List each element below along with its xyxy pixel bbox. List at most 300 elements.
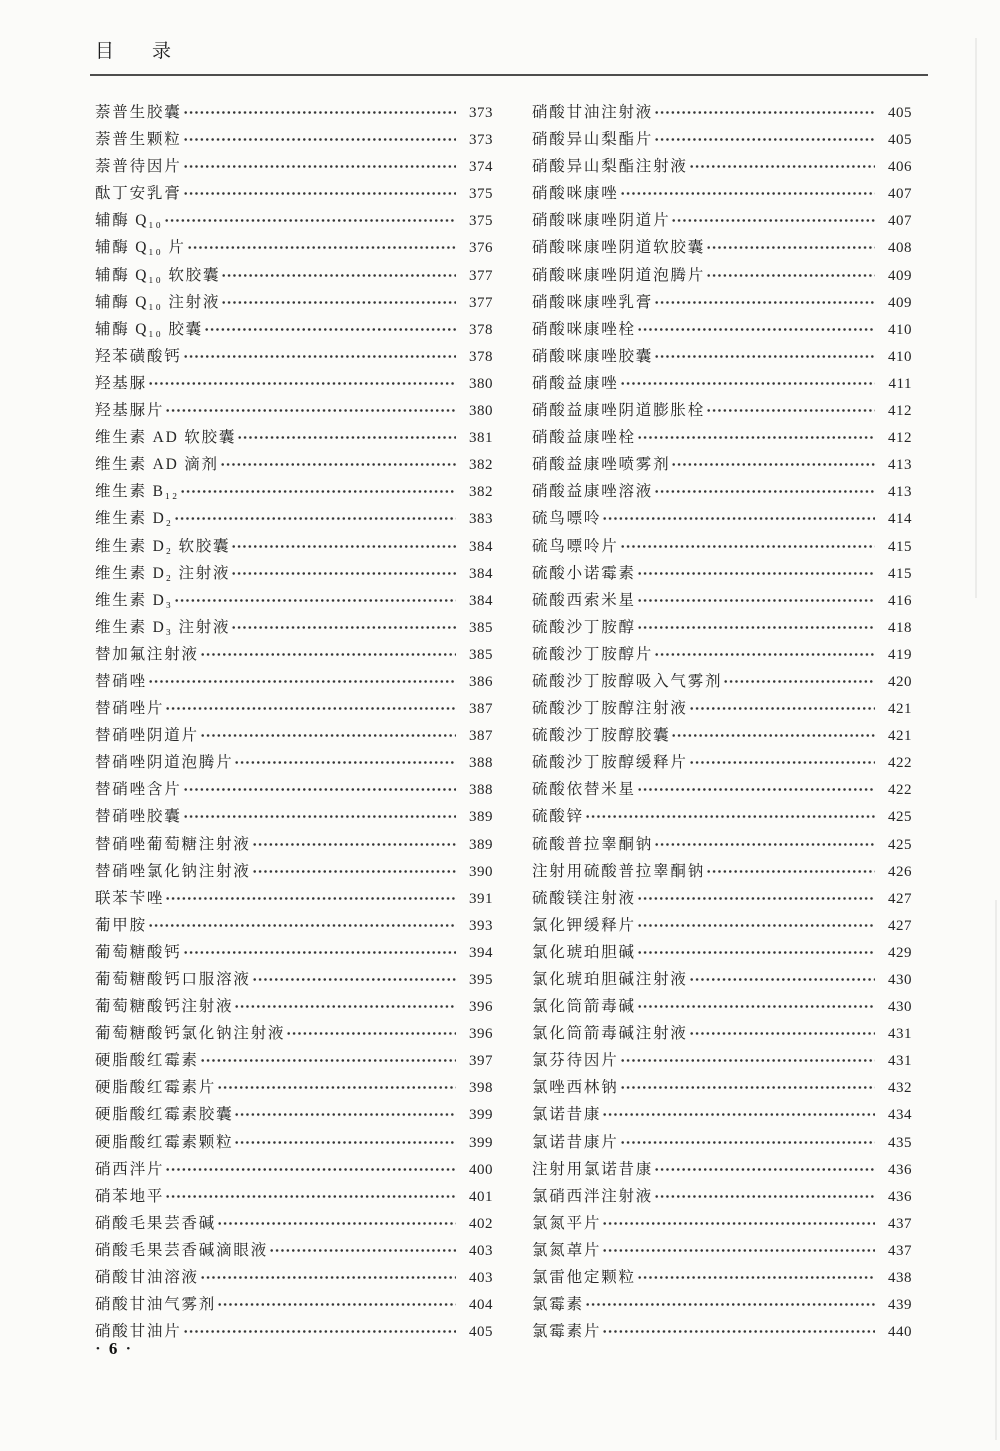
entry-title: 维生素 D₃ 注射液: [95, 618, 231, 636]
entry-page-number: 405: [469, 1324, 493, 1341]
dot-leader: [269, 1237, 456, 1264]
entry-page-number: 373: [469, 132, 493, 149]
entry-page-number: 439: [888, 1297, 912, 1314]
entry-title: 硝酸咪康唑栓: [532, 320, 636, 338]
dot-leader: [637, 939, 875, 966]
dot-leader: [183, 153, 456, 180]
dot-leader: [148, 912, 456, 939]
entry-title: 氯化琥珀胆碱: [532, 943, 636, 961]
dot-leader: [180, 478, 456, 505]
entry-title: 替硝唑含片: [95, 781, 182, 799]
toc-entry: [532, 1156, 912, 1183]
dot-leader: [637, 614, 875, 641]
dot-leader: [706, 262, 875, 289]
entry-page-number: 408: [888, 240, 912, 257]
entry-title: 硝酸咪康唑乳膏: [532, 293, 654, 311]
entry-title: 葡萄糖酸钙氯化钠注射液: [95, 1025, 286, 1043]
entry-page-number: 414: [888, 511, 912, 528]
dot-leader: [174, 587, 456, 614]
scan-edge-line: [995, 900, 997, 1440]
entry-page-number: 432: [888, 1080, 912, 1097]
dot-leader: [234, 993, 456, 1020]
entry-page-number: 431: [888, 1026, 912, 1043]
dot-leader: [165, 1156, 456, 1183]
dot-leader: [183, 939, 456, 966]
dot-leader: [252, 831, 456, 858]
toc-entry: [95, 1101, 493, 1128]
entry-page-number: 409: [888, 294, 912, 311]
toc-entry: [532, 695, 912, 722]
dot-leader: [183, 803, 456, 830]
entry-page-number: 389: [469, 836, 493, 853]
dot-leader: [183, 776, 456, 803]
toc-entry: [532, 803, 912, 830]
toc-entry: [532, 1291, 912, 1318]
toc-entry: [532, 370, 912, 397]
entry-page-number: 406: [888, 159, 912, 176]
entry-page-number: 383: [469, 511, 493, 528]
entry-page-number: 390: [469, 863, 493, 880]
entry-title: 硝酸益康唑喷雾剂: [532, 456, 671, 474]
entry-page-number: 380: [469, 375, 493, 392]
entry-page-number: 374: [469, 159, 493, 176]
dot-leader: [654, 99, 875, 126]
toc-entry: [95, 560, 493, 587]
toc-entry: [95, 316, 493, 343]
entry-title: 硝苯地平: [95, 1187, 165, 1205]
entry-page-number: 394: [469, 944, 493, 961]
entry-page-number: 436: [888, 1161, 912, 1178]
entry-page-number: 413: [888, 484, 912, 501]
entry-page-number: 398: [469, 1080, 493, 1097]
entry-page-number: 426: [888, 863, 912, 880]
dot-leader: [204, 316, 456, 343]
toc-entry: [95, 939, 493, 966]
toc-entry: [95, 1074, 493, 1101]
dot-leader: [183, 99, 456, 126]
entry-page-number: 410: [888, 348, 912, 365]
entry-title: 硝酸益康唑阴道膨胀栓: [532, 402, 706, 420]
toc-entry: [95, 1291, 493, 1318]
entry-title: 葡萄糖酸钙注射液: [95, 998, 234, 1016]
entry-title: 辅酶 Q₁₀ 胶囊: [95, 320, 203, 338]
entry-page-number: 381: [469, 430, 493, 447]
entry-title: 维生素 B₁₂: [95, 483, 180, 501]
entry-title: 替硝唑葡萄糖注射液: [95, 835, 251, 853]
entry-title: 硫酸镁注射液: [532, 889, 636, 907]
entry-page-number: 377: [469, 294, 493, 311]
entry-page-number: 385: [469, 646, 493, 663]
entry-title: 硫酸沙丁胺醇缓释片: [532, 754, 688, 772]
footer-right-dot: •: [126, 1343, 131, 1355]
dot-leader: [602, 1210, 875, 1237]
entry-title: 氯硝西泮注射液: [532, 1187, 654, 1205]
entry-page-number: 399: [469, 1107, 493, 1124]
entry-title: 硝酸益康唑溶液: [532, 483, 654, 501]
toc-column-left: [95, 99, 493, 1345]
entry-title: 硬脂酸红霉素: [95, 1052, 199, 1070]
entry-page-number: 427: [888, 890, 912, 907]
toc-entry: [532, 831, 912, 858]
toc-entry: [95, 1156, 493, 1183]
entry-title: 硝酸异山梨酯片: [532, 131, 654, 149]
toc-entry: [532, 262, 912, 289]
entry-page-number: 402: [469, 1215, 493, 1232]
entry-page-number: 403: [469, 1270, 493, 1287]
dot-leader: [183, 180, 456, 207]
entry-page-number: 419: [888, 646, 912, 663]
toc-entry: [532, 1020, 912, 1047]
entry-page-number: 430: [888, 999, 912, 1016]
entry-page-number: 420: [888, 673, 912, 690]
entry-page-number: 411: [888, 375, 912, 392]
toc-entry: [532, 424, 912, 451]
entry-page-number: 405: [888, 132, 912, 149]
entry-page-number: 375: [469, 213, 493, 230]
entry-title: 硝酸毛果芸香碱滴眼液: [95, 1241, 269, 1259]
entry-page-number: 404: [469, 1297, 493, 1314]
toc-entry: [95, 776, 493, 803]
entry-title: 辅酶 Q₁₀ 注射液: [95, 293, 221, 311]
entry-page-number: 412: [888, 403, 912, 420]
dot-leader: [654, 641, 875, 668]
entry-page-number: 377: [469, 267, 493, 284]
toc-entry: [95, 695, 493, 722]
dot-leader: [637, 993, 875, 1020]
entry-page-number: 378: [469, 321, 493, 338]
entry-page-number: 384: [469, 592, 493, 609]
toc-entry: [95, 587, 493, 614]
entry-title: 辅酶 Q₁₀ 片: [95, 239, 186, 257]
toc-entry: [532, 1129, 912, 1156]
toc-entry: [532, 912, 912, 939]
entry-page-number: 396: [469, 999, 493, 1016]
entry-title: 维生素 D₂: [95, 510, 173, 528]
toc-entry: [95, 1047, 493, 1074]
toc-entry: [95, 614, 493, 641]
entry-title: 维生素 AD 滴剂: [95, 456, 219, 474]
dot-leader: [165, 397, 456, 424]
entry-title: 硝酸甘油片: [95, 1323, 182, 1341]
toc-entry: [95, 993, 493, 1020]
entry-title: 氯化筒箭毒碱: [532, 998, 636, 1016]
dot-leader: [620, 1129, 875, 1156]
toc-entry: [95, 912, 493, 939]
entry-title: 硫鸟嘌呤: [532, 510, 602, 528]
entry-page-number: 418: [888, 619, 912, 636]
toc-entry: [532, 668, 912, 695]
entry-title: 硫酸西索米星: [532, 591, 636, 609]
dot-leader: [217, 1210, 456, 1237]
entry-title: 硝酸咪康唑阴道片: [532, 212, 671, 230]
toc-entry: [95, 397, 493, 424]
entry-page-number: 434: [888, 1107, 912, 1124]
toc-entry: [532, 939, 912, 966]
entry-page-number: 437: [888, 1215, 912, 1232]
entry-title: 氯唑西林钠: [532, 1079, 619, 1097]
dot-leader: [654, 478, 875, 505]
entry-title: 硝西泮片: [95, 1160, 165, 1178]
entry-title: 维生素 D₃: [95, 591, 173, 609]
entry-title: 葡萄糖酸钙口服溶液: [95, 971, 251, 988]
entry-title: 葡甲胺: [95, 916, 147, 934]
dot-leader: [706, 234, 875, 261]
dot-leader: [689, 695, 875, 722]
entry-title: 硫酸沙丁胺醇: [532, 618, 636, 636]
dot-leader: [689, 749, 875, 776]
entry-page-number: 438: [888, 1270, 912, 1287]
entry-title: 氯化筒箭毒碱注射液: [532, 1025, 688, 1043]
dot-leader: [637, 912, 875, 939]
toc-entry: [95, 885, 493, 912]
entry-page-number: 416: [888, 592, 912, 609]
dot-leader: [221, 289, 456, 316]
entry-page-number: 385: [469, 619, 493, 636]
dot-leader: [689, 153, 875, 180]
toc-entry: [532, 1237, 912, 1264]
entry-page-number: 386: [469, 673, 493, 690]
entry-page-number: 427: [888, 917, 912, 934]
entry-title: 萘普生颗粒: [95, 131, 182, 149]
entry-page-number: 384: [469, 565, 493, 582]
entry-title: 硝酸咪康唑阴道软胶囊: [532, 239, 706, 257]
entry-title: 羟基脲: [95, 374, 147, 392]
dot-leader: [217, 1291, 456, 1318]
toc-entry: [532, 126, 912, 153]
entry-page-number: 437: [888, 1242, 912, 1259]
toc-entry: [95, 1129, 493, 1156]
entry-title: 注射用硫酸普拉睾酮钠: [532, 862, 706, 880]
toc-entry: [95, 1183, 493, 1210]
entry-title: 联苯苄唑: [95, 889, 165, 907]
dot-leader: [637, 316, 875, 343]
toc-entry: [532, 153, 912, 180]
dot-leader: [234, 749, 456, 776]
entry-title: 替硝唑阴道泡腾片: [95, 754, 234, 772]
toc-entry: [95, 180, 493, 207]
entry-page-number: 410: [888, 321, 912, 338]
dot-leader: [183, 1318, 456, 1345]
toc-entry: [532, 1318, 912, 1345]
toc-entry: [95, 343, 493, 370]
entry-title: 羟基脲片: [95, 402, 165, 420]
entry-title: 氯霉素片: [532, 1323, 602, 1341]
dot-leader: [183, 126, 456, 153]
dot-leader: [234, 1101, 456, 1128]
dot-leader: [252, 966, 456, 993]
entry-page-number: 429: [888, 944, 912, 961]
entry-title: 萘普待因片: [95, 158, 182, 176]
entry-title: 硝酸甘油气雾剂: [95, 1296, 217, 1314]
toc-entry: [532, 885, 912, 912]
dot-leader: [164, 207, 456, 234]
dot-leader: [654, 343, 875, 370]
entry-page-number: 375: [469, 186, 493, 203]
entry-title: 硬脂酸红霉素颗粒: [95, 1133, 234, 1151]
toc-entry: [532, 99, 912, 126]
entry-page-number: 430: [888, 972, 912, 988]
entry-page-number: 384: [469, 538, 493, 555]
toc-entry: [532, 533, 912, 560]
entry-title: 萘普生胶囊: [95, 104, 182, 121]
toc-entry: [532, 343, 912, 370]
toc-entry: [532, 614, 912, 641]
toc-entry: [95, 505, 493, 532]
entry-title: 硫酸沙丁胺醇胶囊: [532, 727, 671, 745]
toc-entry: [532, 1101, 912, 1128]
toc-body: [95, 99, 912, 1345]
entry-page-number: 415: [888, 538, 912, 555]
entry-title: 氯雷他定颗粒: [532, 1269, 636, 1287]
toc-entry: [532, 207, 912, 234]
dot-leader: [221, 262, 456, 289]
entry-page-number: 387: [469, 701, 493, 718]
entry-page-number: 382: [469, 484, 493, 501]
toc-entry: [95, 533, 493, 560]
entry-title: 辅酶 Q₁₀: [95, 212, 163, 230]
toc-entry: [532, 478, 912, 505]
dot-leader: [237, 424, 456, 451]
entry-page-number: 409: [888, 267, 912, 284]
entry-title: 注射用氯诺昔康: [532, 1160, 654, 1178]
page-title: 目 录: [95, 41, 172, 62]
dot-leader: [620, 370, 875, 397]
dot-leader: [637, 885, 875, 912]
toc-entry: [95, 1264, 493, 1291]
toc-entry: [95, 1020, 493, 1047]
entry-page-number: 425: [888, 836, 912, 853]
entry-title: 维生素 D₂ 软胶囊: [95, 537, 231, 555]
entry-page-number: 387: [469, 728, 493, 745]
dot-leader: [723, 668, 875, 695]
toc-entry: [532, 289, 912, 316]
dot-leader: [689, 966, 875, 993]
entry-page-number: 407: [888, 213, 912, 230]
entry-title: 硫酸沙丁胺醇吸入气雾剂: [532, 672, 723, 690]
dot-leader: [217, 1074, 456, 1101]
page-footer: [96, 1338, 130, 1360]
entry-title: 硝酸益康唑: [532, 374, 619, 392]
entry-page-number: 397: [469, 1053, 493, 1070]
toc-entry: [95, 803, 493, 830]
entry-title: 硝酸益康唑栓: [532, 429, 636, 447]
footer-left-dot: •: [96, 1343, 100, 1355]
toc-entry: [532, 1183, 912, 1210]
entry-title: 酞丁安乳膏: [95, 185, 182, 203]
toc-entry: [95, 153, 493, 180]
entry-page-number: 422: [888, 755, 912, 772]
dot-leader: [183, 343, 456, 370]
dot-leader: [585, 803, 875, 830]
toc-entry: [532, 1264, 912, 1291]
dot-leader: [602, 1101, 875, 1128]
entry-page-number: 401: [469, 1188, 493, 1205]
dot-leader: [602, 505, 875, 532]
dot-leader: [654, 1183, 875, 1210]
toc-entry: [532, 1074, 912, 1101]
entry-title: 硝酸甘油溶液: [95, 1269, 199, 1287]
toc-entry: [532, 560, 912, 587]
toc-entry: [95, 1237, 493, 1264]
toc-entry: [95, 831, 493, 858]
entry-title: 替硝唑氯化钠注射液: [95, 862, 251, 880]
toc-entry: [532, 749, 912, 776]
toc-entry: [95, 126, 493, 153]
entry-page-number: 399: [469, 1134, 493, 1151]
entry-page-number: 380: [469, 403, 493, 420]
toc-entry: [95, 668, 493, 695]
dot-leader: [148, 668, 456, 695]
dot-leader: [231, 560, 456, 587]
entry-page-number: 382: [469, 457, 493, 474]
entry-title: 硝酸咪康唑: [532, 185, 619, 203]
entry-title: 维生素 AD 软胶囊: [95, 429, 237, 447]
entry-page-number: 388: [469, 782, 493, 799]
toc-entry: [532, 993, 912, 1020]
entry-page-number: 388: [469, 755, 493, 772]
entry-title: 氯诺昔康: [532, 1106, 602, 1124]
dot-leader: [671, 722, 875, 749]
entry-page-number: 405: [888, 105, 912, 121]
toc-entry: [532, 316, 912, 343]
entry-title: 辅酶 Q₁₀ 软胶囊: [95, 266, 221, 284]
toc-entry: [532, 722, 912, 749]
dot-leader: [234, 1129, 456, 1156]
entry-title: 氯化琥珀胆碱注射液: [532, 971, 688, 988]
entry-title: 硝酸异山梨酯注射液: [532, 158, 688, 176]
entry-page-number: 373: [469, 105, 493, 121]
entry-page-number: 435: [888, 1134, 912, 1151]
entry-title: 氯化钾缓释片: [532, 916, 636, 934]
toc-entry: [532, 1047, 912, 1074]
entry-page-number: 436: [888, 1188, 912, 1205]
dot-leader: [654, 1156, 875, 1183]
toc-column-right: [532, 99, 912, 1345]
dot-leader: [252, 858, 456, 885]
entry-page-number: 421: [888, 728, 912, 745]
entry-title: 替硝唑片: [95, 700, 165, 718]
dot-leader: [602, 1237, 875, 1264]
dot-leader: [174, 505, 456, 532]
entry-page-number: 400: [469, 1161, 493, 1178]
entry-title: 硫酸锌: [532, 808, 584, 826]
entry-page-number: 422: [888, 782, 912, 799]
entry-page-number: 389: [469, 809, 493, 826]
entry-title: 维生素 D₂ 注射液: [95, 564, 231, 582]
dot-leader: [200, 722, 456, 749]
dot-leader: [200, 1264, 456, 1291]
dot-leader: [602, 1318, 875, 1345]
dot-leader: [620, 533, 875, 560]
dot-leader: [706, 858, 875, 885]
dot-leader: [231, 614, 456, 641]
dot-leader: [671, 451, 875, 478]
toc-entry: [95, 1210, 493, 1237]
entry-title: 硬脂酸红霉素片: [95, 1079, 217, 1097]
toc-entry: [95, 641, 493, 668]
entry-title: 硫酸依替米星: [532, 781, 636, 799]
entry-page-number: 431: [888, 1053, 912, 1070]
toc-entry: [532, 234, 912, 261]
scan-edge-line: [975, 38, 977, 598]
entry-title: 硬脂酸红霉素胶囊: [95, 1106, 234, 1124]
dot-leader: [286, 1020, 456, 1047]
dot-leader: [654, 289, 875, 316]
entry-title: 硫酸沙丁胺醇注射液: [532, 700, 688, 718]
toc-entry: [95, 749, 493, 776]
entry-page-number: 378: [469, 348, 493, 365]
dot-leader: [165, 885, 456, 912]
